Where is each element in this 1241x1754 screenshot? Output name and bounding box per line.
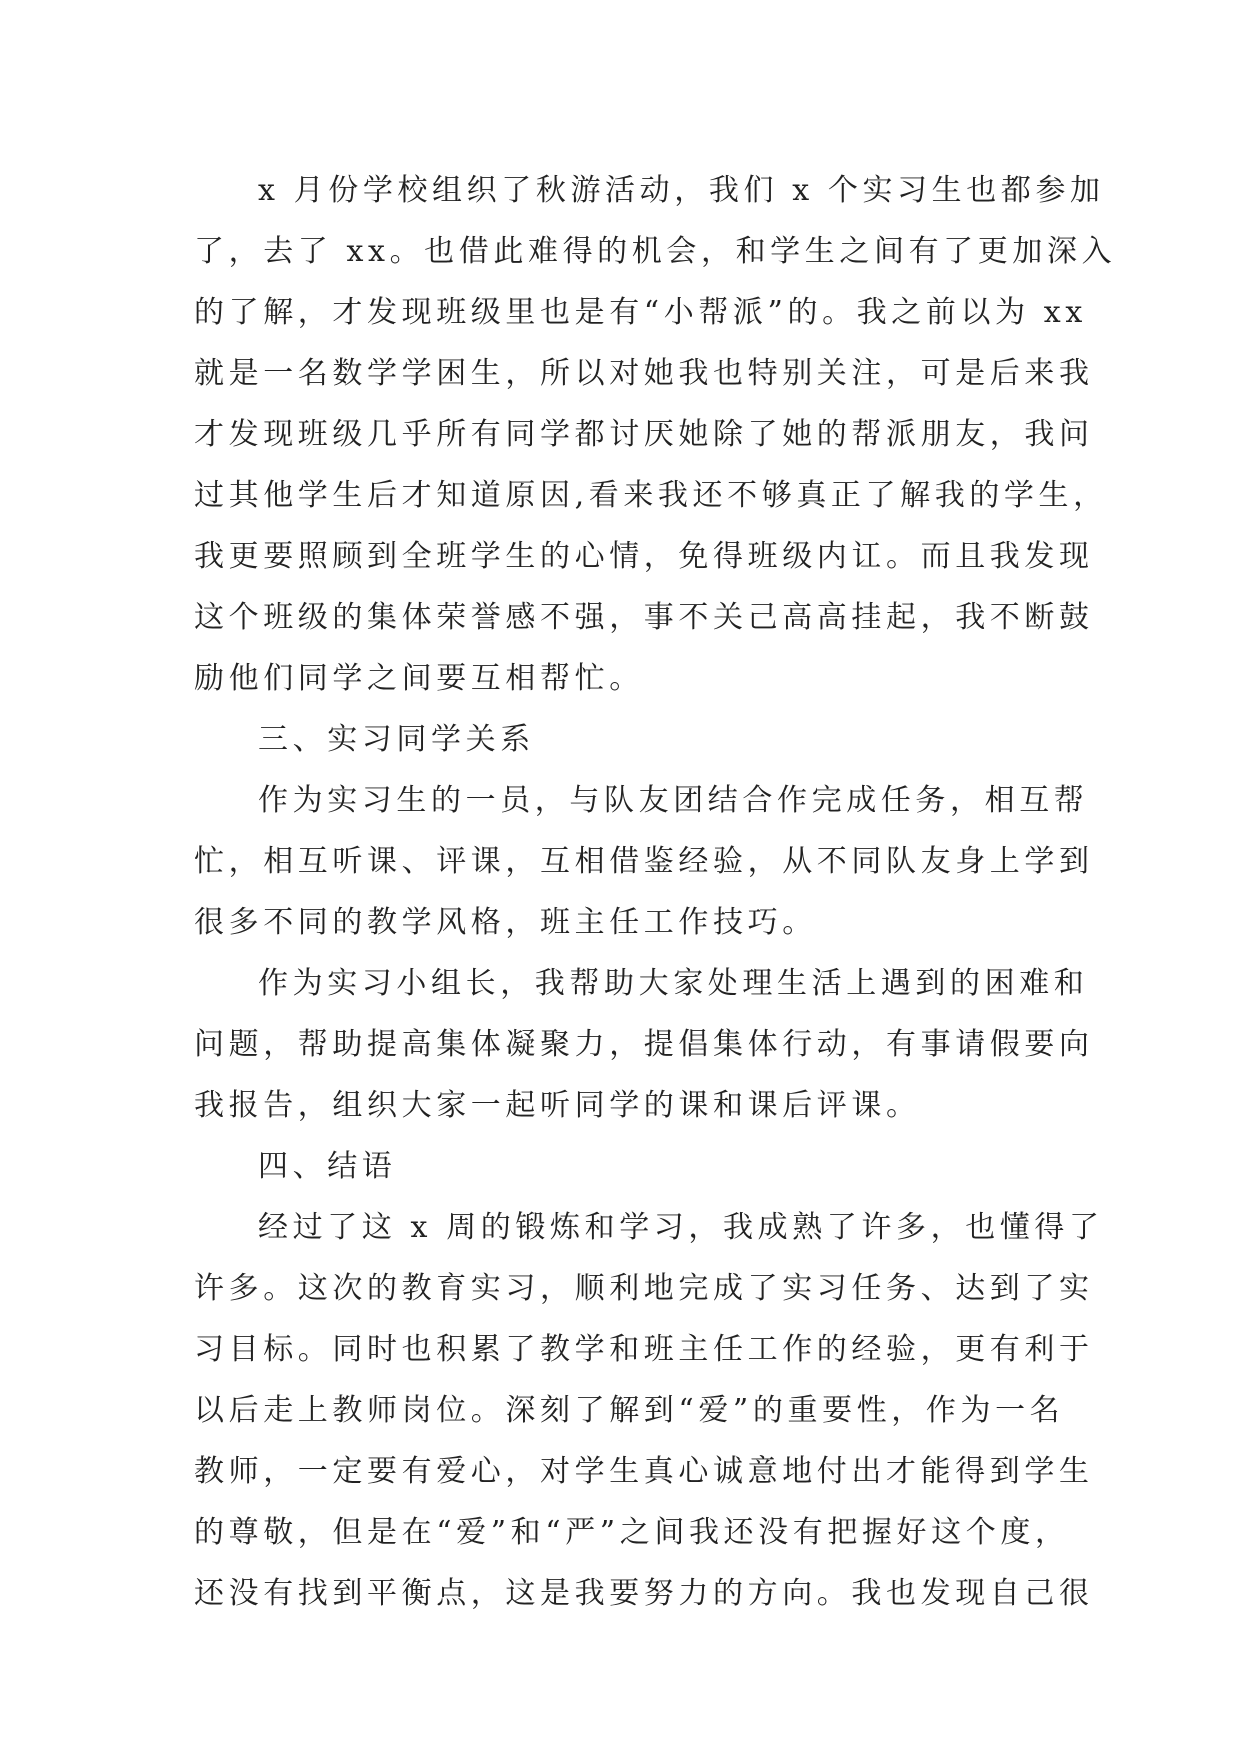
paragraph-line: 的了解，才发现班级里也是有“小帮派”的。我之前以为 xx xyxy=(194,295,1087,330)
paragraph-line: 我报告，组织大家一起听同学的课和课后评课。 xyxy=(194,1088,921,1123)
paragraph-line: 很多不同的教学风格，班主任工作技巧。 xyxy=(194,905,817,940)
paragraph-line: 过其他学生后才知道原因,看来我还不够真正了解我的学生， xyxy=(194,478,1108,513)
paragraph-line: 还没有找到平衡点，这是我要努力的方向。我也发现自己很 xyxy=(194,1576,1094,1611)
paragraph-line: 许多。这次的教育实习，顺利地完成了实习任务、达到了实 xyxy=(194,1271,1094,1306)
paragraph-line: 的尊敬，但是在“爱”和“严”之间我还没有把握好这个度， xyxy=(194,1515,1070,1550)
paragraph-line: 问题，帮助提高集体凝聚力，提倡集体行动，有事请假要向 xyxy=(194,1027,1094,1062)
section-heading: 三、实习同学关系 xyxy=(258,722,535,757)
paragraph-line: 这个班级的集体荣誉感不强，事不关己高高挂起，我不断鼓 xyxy=(194,600,1094,635)
paragraph-line: 经过了这 x 周的锻炼和学习，我成熟了许多，也懂得了 xyxy=(258,1210,1104,1245)
paragraph-line: x 月份学校组织了秋游活动，我们 x 个实习生也都参加 xyxy=(258,173,1105,208)
paragraph-line: 作为实习生的一员，与队友团结合作完成任务，相互帮 xyxy=(258,783,1089,818)
paragraph-line: 忙，相互听课、评课，互相借鉴经验，从不同队友身上学到 xyxy=(194,844,1094,879)
paragraph-line: 了，去了 xx。也借此难得的机会，和学生之间有了更加深入 xyxy=(194,234,1117,269)
paragraph-line: 我更要照顾到全班学生的心情，免得班级内讧。而且我发现 xyxy=(194,539,1094,574)
paragraph-line: 就是一名数学学困生，所以对她我也特别关注，可是后来我 xyxy=(194,356,1094,391)
paragraph-line: 习目标。同时也积累了教学和班主任工作的经验，更有利于 xyxy=(194,1332,1094,1367)
paragraph-line: 才发现班级几乎所有同学都讨厌她除了她的帮派朋友，我问 xyxy=(194,417,1094,452)
paragraph-line: 以后走上教师岗位。深刻了解到“爱”的重要性，作为一名 xyxy=(194,1393,1065,1428)
document-body xyxy=(194,160,1117,1624)
paragraph-line: 励他们同学之间要互相帮忙。 xyxy=(194,661,644,696)
section-heading: 四、结语 xyxy=(258,1149,397,1184)
paragraph-line: 教师，一定要有爱心，对学生真心诚意地付出才能得到学生 xyxy=(194,1454,1094,1489)
paragraph-line: 作为实习小组长，我帮助大家处理生活上遇到的困难和 xyxy=(258,966,1089,1001)
